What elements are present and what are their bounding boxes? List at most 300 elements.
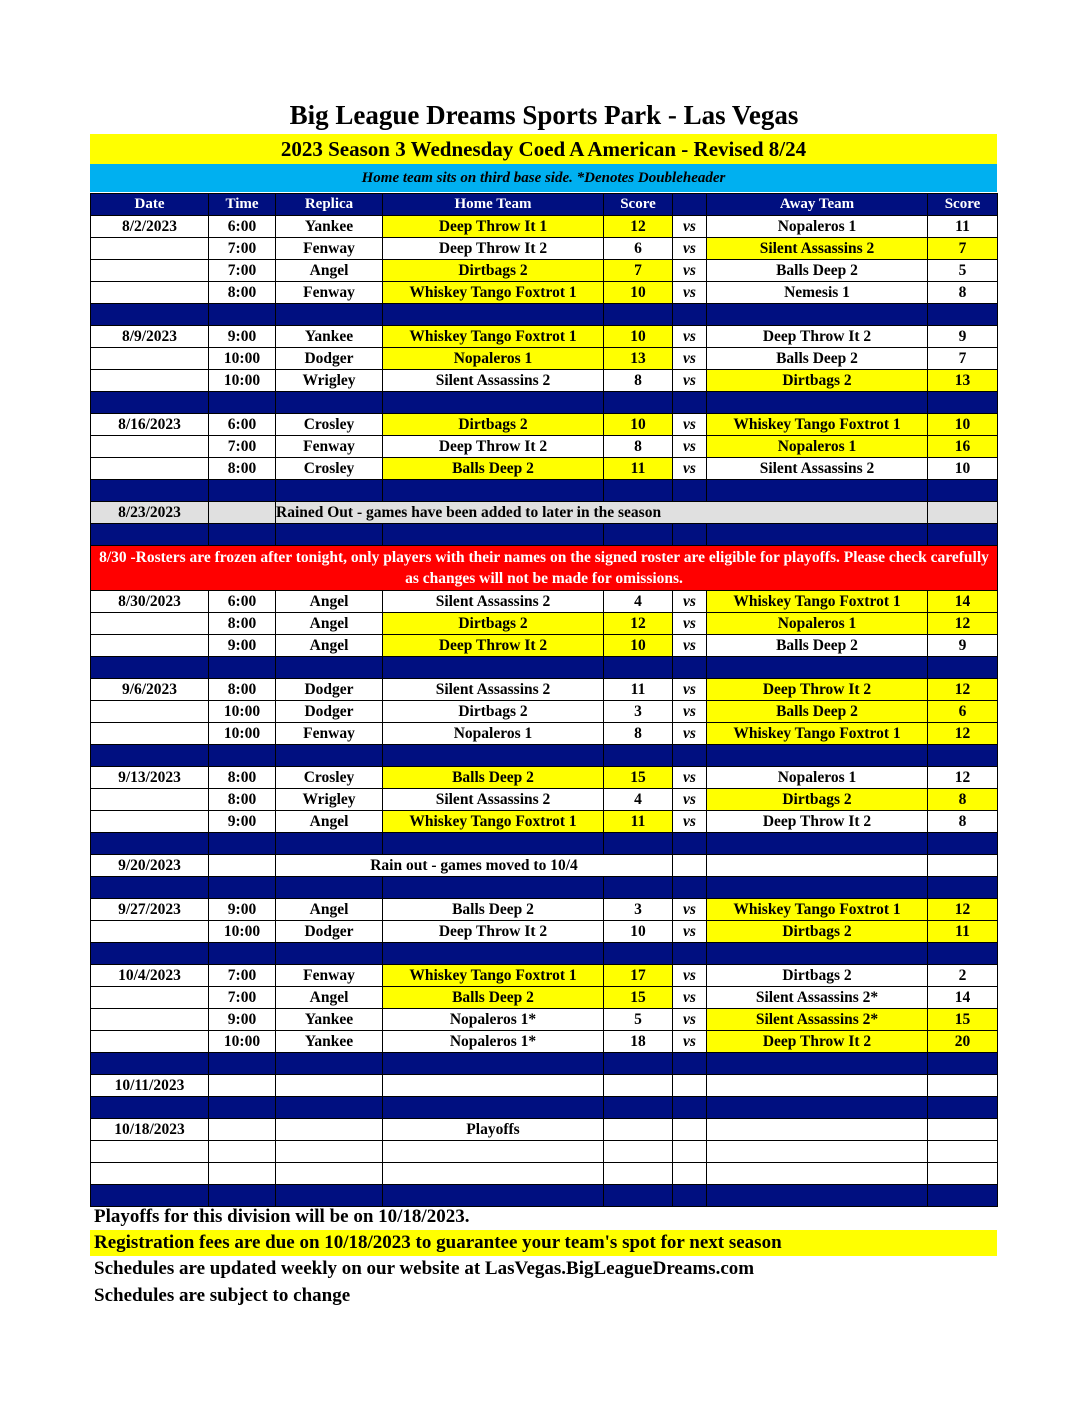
separator-cell: [209, 480, 276, 502]
away-team-cell: Silent Assassins 2*: [707, 1009, 928, 1031]
separator-cell: [276, 657, 383, 679]
time-cell: 6:00: [209, 216, 276, 238]
time-cell: 9:00: [209, 326, 276, 348]
separator-cell: [604, 943, 673, 965]
field-cell: Yankee: [276, 216, 383, 238]
vs-cell: vs: [673, 326, 707, 348]
home-team-cell: Nopaleros 1: [383, 723, 604, 745]
footer-registration-note: Registration fees are due on 10/18/2023 to guarantee your team's spot for next season: [90, 1230, 997, 1256]
home-team-cell: Silent Assassins 2: [383, 789, 604, 811]
vs-cell: vs: [673, 348, 707, 370]
home-score-cell: 10: [604, 282, 673, 304]
vs-cell: vs: [673, 789, 707, 811]
field-cell: Wrigley: [276, 789, 383, 811]
separator-cell: [928, 833, 998, 855]
game-row: [91, 591, 998, 613]
field-cell: Angel: [276, 591, 383, 613]
home-score-cell: 8: [604, 370, 673, 392]
empty-cell: [604, 1075, 673, 1097]
away-team-cell: Nopaleros 1: [707, 767, 928, 789]
footer-website-note: Schedules are updated weekly on our website at LasVegas.BigLeagueDreams.com: [94, 1258, 755, 1279]
empty-cell: [604, 1163, 673, 1185]
date-cell: [91, 1163, 209, 1185]
away-team-cell: Nopaleros 1: [707, 216, 928, 238]
field-cell: Dodger: [276, 679, 383, 701]
away-score-cell: 12: [928, 767, 998, 789]
home-team-cell: Nopaleros 1: [383, 348, 604, 370]
game-row: [91, 811, 998, 833]
home-score-cell: 12: [604, 216, 673, 238]
separator-cell: [673, 657, 707, 679]
date-cell: [91, 1141, 209, 1163]
vs-cell: vs: [673, 613, 707, 635]
date-cell: 8/9/2023: [91, 326, 209, 348]
empty-cell: [383, 1163, 604, 1185]
separator-row: [91, 392, 998, 414]
vs-cell: vs: [673, 635, 707, 657]
separator-cell: [91, 524, 209, 546]
away-score-cell: 12: [928, 723, 998, 745]
vs-cell: vs: [673, 370, 707, 392]
away-team-cell: Whiskey Tango Foxtrot 1: [707, 591, 928, 613]
column-header: Score: [928, 194, 998, 216]
away-team-cell: Deep Throw It 2: [707, 326, 928, 348]
vs-cell: vs: [673, 811, 707, 833]
vs-cell: vs: [673, 260, 707, 282]
home-team-cell: Deep Throw It 2: [383, 635, 604, 657]
separator-cell: [928, 524, 998, 546]
away-team-cell: Whiskey Tango Foxtrot 1: [707, 414, 928, 436]
separator-cell: [673, 745, 707, 767]
away-score-cell: 7: [928, 238, 998, 260]
header-row: [91, 194, 998, 216]
vs-cell: vs: [673, 679, 707, 701]
vs-cell: vs: [673, 436, 707, 458]
column-header: Away Team: [707, 194, 928, 216]
column-header: Home Team: [383, 194, 604, 216]
time-cell: 10:00: [209, 723, 276, 745]
footer-playoffs-note: Playoffs for this division will be on 10/18/2023.: [94, 1206, 470, 1227]
home-team-cell: Silent Assassins 2: [383, 679, 604, 701]
separator-cell: [928, 943, 998, 965]
away-score-cell: 11: [928, 921, 998, 943]
separator-cell: [383, 833, 604, 855]
separator-cell: [604, 877, 673, 899]
separator-cell: [604, 1097, 673, 1119]
vs-cell: vs: [673, 965, 707, 987]
away-score-cell: 20: [928, 1031, 998, 1053]
date-cell: 9/13/2023: [91, 767, 209, 789]
away-team-cell: Dirtbags 2: [707, 921, 928, 943]
away-team-cell: Balls Deep 2: [707, 348, 928, 370]
separator-cell: [276, 304, 383, 326]
separator-cell: [91, 1185, 209, 1207]
field-cell: Angel: [276, 987, 383, 1009]
time-cell: 7:00: [209, 260, 276, 282]
home-score-cell: 12: [604, 613, 673, 635]
home-score-cell: 11: [604, 458, 673, 480]
game-row: [91, 723, 998, 745]
separator-cell: [707, 1097, 928, 1119]
separator-cell: [276, 1185, 383, 1207]
time-cell: 9:00: [209, 635, 276, 657]
date-cell: [91, 458, 209, 480]
field-cell: Crosley: [276, 458, 383, 480]
game-row: [91, 348, 998, 370]
away-score-cell: 13: [928, 370, 998, 392]
separator-cell: [604, 304, 673, 326]
away-score-cell: 5: [928, 260, 998, 282]
empty-cell: [209, 1141, 276, 1163]
schedule-subtitle: 2023 Season 3 Wednesday Coed A American - Revised 8/24: [90, 134, 997, 164]
home-team-cell: Deep Throw It 1: [383, 216, 604, 238]
away-score-cell: 8: [928, 811, 998, 833]
empty-cell: [673, 1075, 707, 1097]
separator-cell: [707, 480, 928, 502]
time-cell: 8:00: [209, 789, 276, 811]
separator-cell: [673, 1185, 707, 1207]
time-cell: 7:00: [209, 436, 276, 458]
separator-cell: [276, 1053, 383, 1075]
home-score-cell: 5: [604, 1009, 673, 1031]
separator-cell: [604, 657, 673, 679]
separator-cell: [383, 524, 604, 546]
field-cell: Fenway: [276, 238, 383, 260]
empty-cell: [928, 1119, 998, 1141]
empty-cell: [928, 1075, 998, 1097]
time-cell: 8:00: [209, 679, 276, 701]
separator-cell: [928, 877, 998, 899]
separator-row: [91, 657, 998, 679]
game-row: [91, 216, 998, 238]
home-team-cell: Deep Throw It 2: [383, 436, 604, 458]
game-row: [91, 458, 998, 480]
away-team-cell: Deep Throw It 2: [707, 1031, 928, 1053]
empty-cell: [707, 855, 928, 877]
separator-cell: [209, 877, 276, 899]
game-row: [91, 1031, 998, 1053]
empty-cell: [707, 1163, 928, 1185]
separator-cell: [383, 392, 604, 414]
vs-cell: vs: [673, 767, 707, 789]
empty-cell: [673, 1141, 707, 1163]
separator-cell: [91, 657, 209, 679]
column-header: Score: [604, 194, 673, 216]
separator-cell: [383, 304, 604, 326]
game-row: [91, 965, 998, 987]
away-score-cell: 14: [928, 591, 998, 613]
separator-cell: [707, 943, 928, 965]
time-cell: 10:00: [209, 348, 276, 370]
separator-cell: [928, 304, 998, 326]
separator-cell: [91, 392, 209, 414]
home-team-cell: Balls Deep 2: [383, 899, 604, 921]
away-team-cell: Nemesis 1: [707, 282, 928, 304]
time-cell: 10:00: [209, 921, 276, 943]
home-team-cell: Balls Deep 2: [383, 767, 604, 789]
away-team-cell: Balls Deep 2: [707, 260, 928, 282]
separator-cell: [673, 833, 707, 855]
separator-cell: [209, 392, 276, 414]
field-cell: Yankee: [276, 1009, 383, 1031]
field-cell: Angel: [276, 811, 383, 833]
date-cell: [91, 723, 209, 745]
date-cell: [91, 921, 209, 943]
time-cell: 6:00: [209, 414, 276, 436]
away-team-cell: Balls Deep 2: [707, 635, 928, 657]
separator-row: [91, 304, 998, 326]
game-row: [91, 679, 998, 701]
game-row: [91, 921, 998, 943]
footer-change-note: Schedules are subject to change: [94, 1285, 351, 1306]
time-cell: 8:00: [209, 613, 276, 635]
date-cell: 10/18/2023: [91, 1119, 209, 1141]
home-score-cell: 8: [604, 436, 673, 458]
empty-cell: [383, 1141, 604, 1163]
away-score-cell: 6: [928, 701, 998, 723]
date-cell: [91, 701, 209, 723]
separator-cell: [604, 1185, 673, 1207]
home-score-cell: 4: [604, 591, 673, 613]
separator-cell: [383, 1053, 604, 1075]
home-score-cell: 10: [604, 414, 673, 436]
time-cell: 7:00: [209, 238, 276, 260]
separator-cell: [209, 1185, 276, 1207]
separator-cell: [673, 1053, 707, 1075]
separator-cell: [383, 943, 604, 965]
home-team-cell: Deep Throw It 2: [383, 238, 604, 260]
away-team-cell: Nopaleros 1: [707, 436, 928, 458]
empty-cell: [928, 855, 998, 877]
game-row: [91, 767, 998, 789]
empty-cell: [209, 855, 276, 877]
empty-cell: [209, 1163, 276, 1185]
game-row: [91, 1009, 998, 1031]
separator-row: [91, 833, 998, 855]
separator-cell: [383, 745, 604, 767]
field-cell: Angel: [276, 260, 383, 282]
home-team-cell: Balls Deep 2: [383, 987, 604, 1009]
empty-cell: [673, 1119, 707, 1141]
date-cell: [91, 635, 209, 657]
field-cell: Crosley: [276, 414, 383, 436]
away-score-cell: 2: [928, 965, 998, 987]
date-cell: [91, 260, 209, 282]
time-cell: 9:00: [209, 899, 276, 921]
home-team-cell: Whiskey Tango Foxtrot 1: [383, 326, 604, 348]
vs-cell: vs: [673, 591, 707, 613]
separator-cell: [91, 1097, 209, 1119]
separator-cell: [91, 943, 209, 965]
field-cell: Angel: [276, 899, 383, 921]
empty-cell: [604, 1141, 673, 1163]
date-cell: 10/11/2023: [91, 1075, 209, 1097]
separator-cell: [928, 657, 998, 679]
schedule-table: [90, 193, 998, 1207]
home-score-cell: 18: [604, 1031, 673, 1053]
vs-cell: vs: [673, 1009, 707, 1031]
away-team-cell: Silent Assassins 2: [707, 238, 928, 260]
empty-cell: [276, 1075, 383, 1097]
home-team-cell: Whiskey Tango Foxtrot 1: [383, 282, 604, 304]
separator-cell: [209, 1053, 276, 1075]
home-score-cell: 3: [604, 899, 673, 921]
separator-cell: [673, 524, 707, 546]
separator-cell: [604, 480, 673, 502]
field-cell: Wrigley: [276, 370, 383, 392]
vs-cell: vs: [673, 282, 707, 304]
home-team-cell: Whiskey Tango Foxtrot 1: [383, 811, 604, 833]
away-team-cell: Dirtbags 2: [707, 965, 928, 987]
column-header: Time: [209, 194, 276, 216]
separator-row: [91, 1097, 998, 1119]
separator-cell: [928, 1185, 998, 1207]
separator-cell: [928, 1053, 998, 1075]
separator-cell: [707, 1185, 928, 1207]
empty-cell: [209, 502, 276, 524]
separator-cell: [673, 392, 707, 414]
home-score-cell: 6: [604, 238, 673, 260]
separator-cell: [673, 304, 707, 326]
separator-cell: [673, 943, 707, 965]
separator-cell: [928, 480, 998, 502]
empty-cell: [707, 1119, 928, 1141]
home-score-cell: 11: [604, 679, 673, 701]
separator-cell: [276, 1097, 383, 1119]
away-team-cell: Silent Assassins 2*: [707, 987, 928, 1009]
home-score-cell: 13: [604, 348, 673, 370]
away-team-cell: Deep Throw It 2: [707, 811, 928, 833]
time-cell: 10:00: [209, 1031, 276, 1053]
time-cell: 8:00: [209, 767, 276, 789]
date-cell: 9/6/2023: [91, 679, 209, 701]
date-cell: [91, 436, 209, 458]
rain-out-row: [91, 502, 998, 524]
date-cell: 10/4/2023: [91, 965, 209, 987]
home-team-note: Home team sits on third base side. *Denotes Doubleheader: [90, 164, 997, 192]
separator-row: [91, 943, 998, 965]
vs-cell: vs: [673, 458, 707, 480]
separator-row: [91, 1185, 998, 1207]
separator-cell: [604, 1053, 673, 1075]
date-cell: 8/23/2023: [91, 502, 209, 524]
away-score-cell: 10: [928, 414, 998, 436]
away-score-cell: 10: [928, 458, 998, 480]
empty-cell: [673, 855, 707, 877]
away-score-cell: 9: [928, 635, 998, 657]
game-row: [91, 613, 998, 635]
roster-alert: 8/30 -Rosters are frozen after tonight, only players with their names on the signed roster are eligible for playoffs. Please check carefully as changes will not be made for omissions.: [91, 546, 998, 591]
home-team-cell: Dirtbags 2: [383, 260, 604, 282]
field-cell: Fenway: [276, 282, 383, 304]
separator-cell: [383, 480, 604, 502]
home-team-cell: Silent Assassins 2: [383, 591, 604, 613]
date-cell: 8/30/2023: [91, 591, 209, 613]
vs-cell: vs: [673, 987, 707, 1009]
away-score-cell: 15: [928, 1009, 998, 1031]
separator-cell: [707, 1053, 928, 1075]
home-score-cell: 10: [604, 326, 673, 348]
date-cell: [91, 1031, 209, 1053]
table-row: [91, 1075, 998, 1097]
date-cell: [91, 370, 209, 392]
time-cell: 8:00: [209, 282, 276, 304]
date-cell: [91, 811, 209, 833]
empty-cell: [209, 1119, 276, 1141]
separator-row: [91, 745, 998, 767]
time-cell: 8:00: [209, 458, 276, 480]
separator-cell: [276, 877, 383, 899]
game-row: [91, 282, 998, 304]
vs-cell: vs: [673, 216, 707, 238]
field-cell: Dodger: [276, 348, 383, 370]
home-score-cell: 15: [604, 987, 673, 1009]
separator-cell: [383, 1185, 604, 1207]
separator-cell: [383, 657, 604, 679]
separator-cell: [673, 877, 707, 899]
field-cell: Crosley: [276, 767, 383, 789]
separator-cell: [276, 745, 383, 767]
home-team-cell: Balls Deep 2: [383, 458, 604, 480]
separator-cell: [91, 877, 209, 899]
field-cell: Fenway: [276, 436, 383, 458]
separator-cell: [276, 392, 383, 414]
separator-cell: [383, 1097, 604, 1119]
separator-cell: [707, 833, 928, 855]
separator-cell: [673, 480, 707, 502]
empty-cell: [276, 1163, 383, 1185]
separator-cell: [707, 392, 928, 414]
game-row: [91, 414, 998, 436]
date-cell: [91, 1009, 209, 1031]
separator-cell: [209, 745, 276, 767]
field-cell: Fenway: [276, 965, 383, 987]
separator-cell: [928, 1097, 998, 1119]
roster-alert-row: [91, 546, 998, 591]
separator-cell: [707, 745, 928, 767]
column-header: Date: [91, 194, 209, 216]
separator-cell: [673, 1097, 707, 1119]
vs-cell: vs: [673, 921, 707, 943]
vs-cell: vs: [673, 701, 707, 723]
empty-cell: [276, 1119, 383, 1141]
away-score-cell: 9: [928, 326, 998, 348]
field-cell: Fenway: [276, 723, 383, 745]
date-cell: [91, 348, 209, 370]
away-score-cell: 11: [928, 216, 998, 238]
separator-cell: [209, 304, 276, 326]
away-score-cell: 8: [928, 282, 998, 304]
home-score-cell: 10: [604, 635, 673, 657]
empty-cell: [928, 1141, 998, 1163]
separator-cell: [707, 524, 928, 546]
date-cell: 9/20/2023: [91, 855, 209, 877]
date-cell: [91, 789, 209, 811]
time-cell: 10:00: [209, 370, 276, 392]
away-team-cell: Silent Assassins 2: [707, 458, 928, 480]
away-score-cell: 16: [928, 436, 998, 458]
time-cell: 7:00: [209, 965, 276, 987]
separator-cell: [209, 833, 276, 855]
schedule-body: [91, 194, 998, 1207]
away-score-cell: 12: [928, 899, 998, 921]
column-header: [673, 194, 707, 216]
separator-cell: [91, 1053, 209, 1075]
vs-cell: vs: [673, 723, 707, 745]
away-team-cell: Deep Throw It 2: [707, 679, 928, 701]
field-cell: Angel: [276, 635, 383, 657]
vs-cell: vs: [673, 899, 707, 921]
